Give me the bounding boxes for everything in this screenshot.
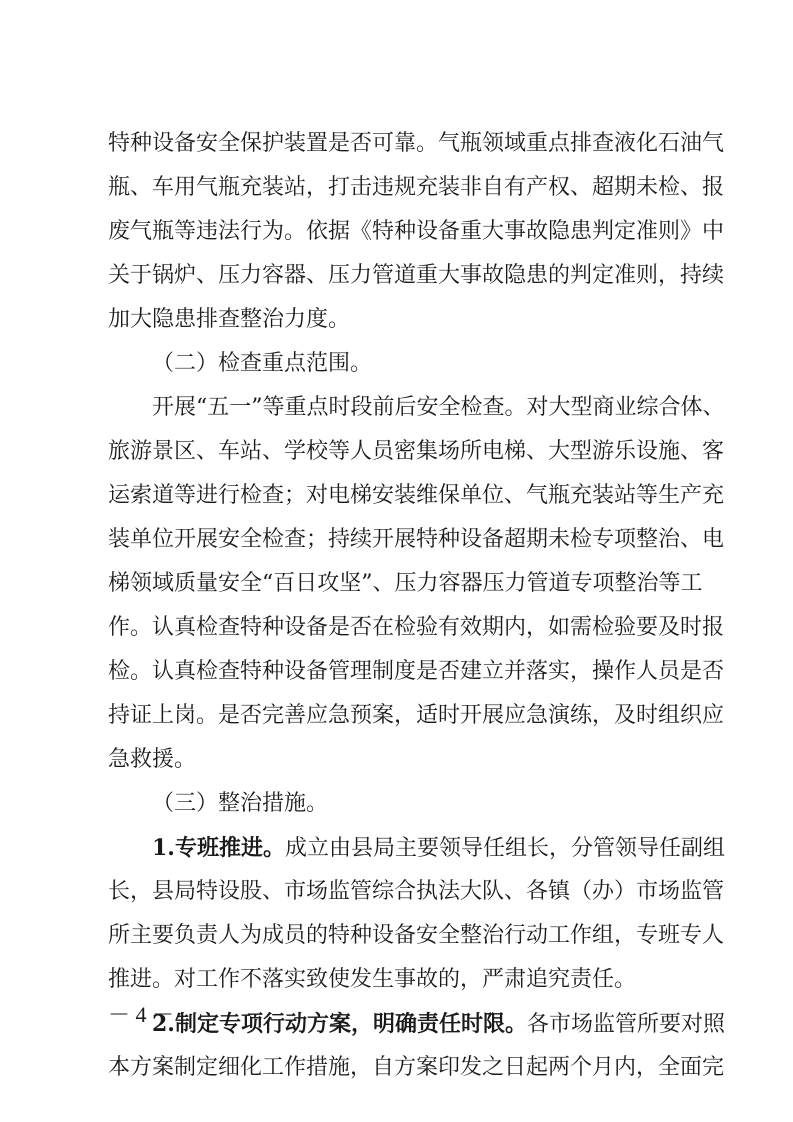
section-heading-2: （二）检查重点范围。 <box>152 351 373 376</box>
text-line: 废气瓶等违法行为。依据《特种设备重大事故隐患判定准则》中 <box>108 219 725 244</box>
text-line: 本方案制定细化工作措施，自方案印发之日起两个月内，全面完 <box>108 1055 725 1080</box>
text-line: 长，县局特设股、市场监管综合执法大队、各镇（办）市场监管 <box>108 879 725 904</box>
text-line: 运索道等进行检查；对电梯安装维保单位、气瓶充装站等生产充 <box>108 483 725 508</box>
text-line: 推进。对工作不落实致使发生事故的，严肃追究责任。 <box>108 967 637 992</box>
item-text: 成立由县局主要领导任组长，分管领导任副组 <box>284 836 725 861</box>
text-line: 开展“五一”等重点时段前后安全检查。对大型商业综合体、 <box>152 395 725 420</box>
text-line: 急救援。 <box>108 747 197 772</box>
text-line <box>108 826 725 870</box>
page-number: － 4 － <box>108 1002 175 1027</box>
text-line: 装单位开展安全检查；持续开展特种设备超期未检专项整治、电 <box>108 527 725 552</box>
text-line: 特种设备安全保护装置是否可靠。气瓶领域重点排查液化石油气 <box>108 131 725 156</box>
text-line: 加大隐患排查整治力度。 <box>108 307 351 332</box>
item-heading: 1.专班推进。 <box>152 835 285 861</box>
text-line <box>108 1002 725 1046</box>
text-line: 所主要负责人为成员的特种设备安全整治行动工作组，专班专人 <box>108 923 725 948</box>
item-heading: 2.制定专项行动方案，明确责任时限。 <box>152 1011 527 1037</box>
text-line: 梯领域质量安全“百日攻坚”、压力容器压力管道专项整治等工 <box>108 571 703 596</box>
document-body <box>108 122 725 1090</box>
text-line: 作。认真检查特种设备是否在检验有效期内，如需检验要及时报 <box>108 615 725 640</box>
text-line: 持证上岗。是否完善应急预案，适时开展应急演练，及时组织应 <box>108 703 725 728</box>
item-text: 各市场监管所要对照 <box>526 1012 725 1037</box>
text-line: 关于锅炉、压力容器、压力管道重大事故隐患的判定准则，持续 <box>108 263 725 288</box>
text-line: 旅游景区、车站、学校等人员密集场所电梯、大型游乐设施、客 <box>108 439 725 464</box>
text-line: 检。认真检查特种设备管理制度是否建立并落实，操作人员是否 <box>108 659 725 684</box>
text-line: 瓶、车用气瓶充装站，打击违规充装非自有产权、超期未检、报 <box>108 175 725 200</box>
section-heading-3: （三）整治措施。 <box>152 791 329 816</box>
